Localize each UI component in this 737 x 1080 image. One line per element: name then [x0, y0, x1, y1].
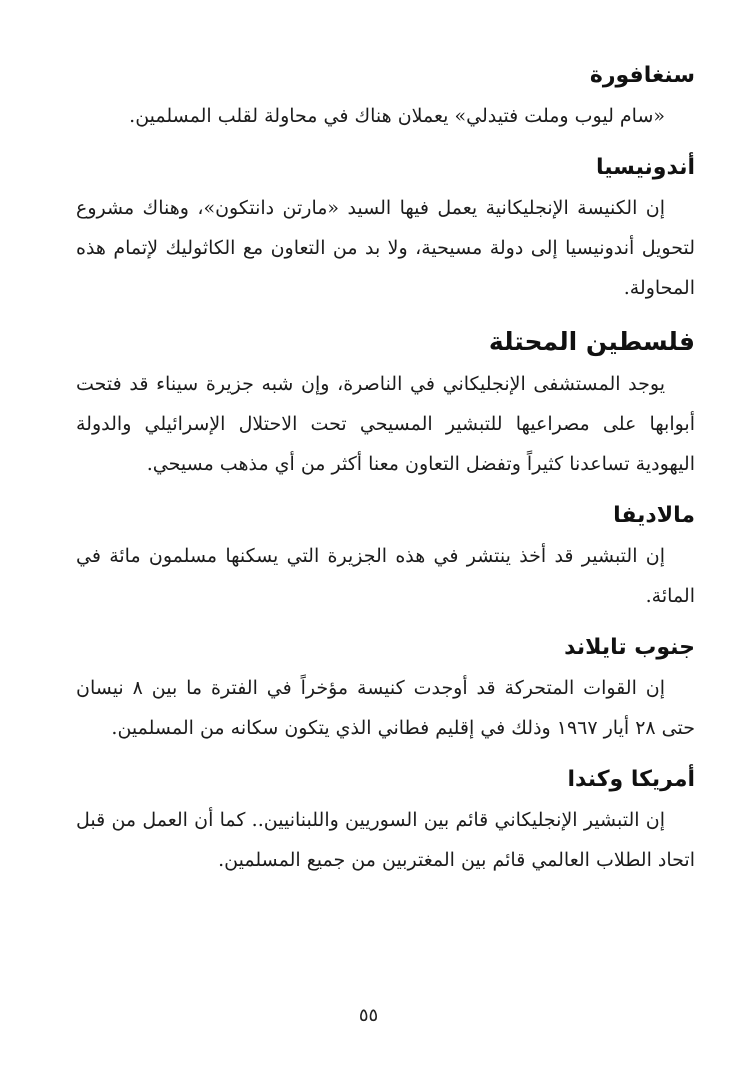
paragraph-maldives: إن التبشير قد أخذ ينتشر في هذه الجزيرة التي يسكنها مسلمون مائة في المائة.	[76, 545, 695, 607]
section-title-southern-thailand: جنوب تايلاند	[564, 635, 695, 660]
paragraph-singapore: «سام ليوب وملت فتيدلي» يعملان هناك في محاولة لقلب المسلمين.	[129, 105, 665, 127]
section-title-singapore: سنغافورة	[589, 63, 695, 88]
section-title-america-canada: أمريكا وكندا	[567, 767, 695, 792]
section-title-maldives: مالاديفا	[613, 503, 695, 528]
paragraph-indonesia: إن الكنيسة الإنجليكانية يعمل فيها السيد «مارتن دانتكون»، وهناك مشروع لتحويل أندونيسيا إلى دولة مسيحية، ولا بد من التعاون مع الكاثوليك لإتمام هذه المحاولة.	[76, 197, 695, 299]
page-number: ٥٥	[358, 1005, 379, 1026]
paragraph-america-canada: إن التبشير الإنجليكاني قائم بين السوريين واللبنانيين.. كما أن العمل من قبل اتحاد الطلاب العالمي قائم بين المغتربين من جميع المسلمين.	[76, 809, 695, 871]
section-title-occupied-palestine: فلسطين المحتلة	[488, 327, 695, 356]
paragraph-southern-thailand: إن القوات المتحركة قد أوجدت كنيسة مؤخراً في الفترة ما بين ٨ نيسان حتى ٢٨ أيار ١٩٦٧ وذلك في إقليم فطاني الذي يتكون سكانه من المسلمين.	[76, 677, 695, 739]
section-title-indonesia: أندونيسيا	[595, 155, 695, 180]
paragraph-occupied-palestine: يوجد المستشفى الإنجليكاني في الناصرة، وإن شبه جزيرة سيناء قد فتحت أبوابها على مصراعيها للتبشير المسيحي تحت الاحتلال الإسرائيلي والدولة اليهودية تساعدنا كثيراً وتفضل التعاون معنا أكثر من أي مذهب مسيحي.	[76, 373, 695, 475]
